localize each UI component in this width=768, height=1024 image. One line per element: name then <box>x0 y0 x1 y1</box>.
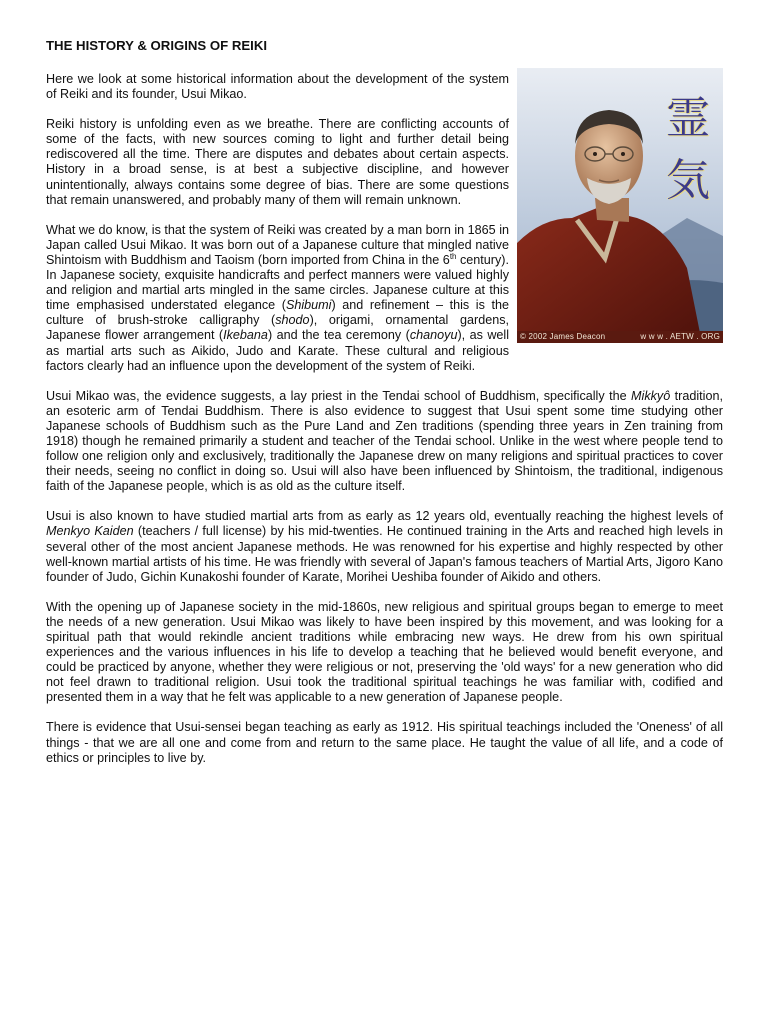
paragraph-intro: Here we look at some historical information about the development of the system of Reiki and its founder, Usui Mikao. <box>46 72 509 102</box>
paragraph-history-unfolding: Reiki history is unfolding even as we breathe. There are conflicting accounts of some of the facts, with new sources coming to light and further detail being rediscovered all the time. There are disputes and debates about certain aspects. History in a broad sense, is at best a subjective discipline, and however unintentionally, always contains some degree of bias. There are some questions that remain unanswered, and probably many of them will remain unknown. <box>46 117 509 207</box>
paragraph-teaching: There is evidence that Usui-sensei began teaching as early as 1912. His spiritual teachings included the 'Oneness' of all things - that we are all one and come from and return to the same place. He taught the value of all life, and a code of ethics or principles to live by. <box>46 720 723 765</box>
paragraph-tendai <box>46 389 723 495</box>
text-run: ), origami, ornamental gardens, Japanese flower arrangement ( <box>46 313 509 343</box>
text-run: ), as well as martial arts such as Aikido, Judo and Karate. These cultural and religious factors clearly had an influence upon the development of the system of Reiki. <box>46 328 510 373</box>
italic-term: Mikkyô <box>631 388 671 403</box>
image-credit-copyright: © 2002 James Deacon <box>520 332 606 341</box>
paragraph-martial-arts <box>46 509 723 584</box>
superscript-th: th <box>449 251 457 261</box>
italic-term: Ikebana <box>223 328 268 343</box>
reiki-kanji <box>665 88 711 212</box>
italic-term: Shibumi <box>285 298 332 313</box>
kanji-ki: 気 <box>666 155 710 206</box>
text-run: tradition, an esoteric arm of Tendai Buddhism. There is also evidence to suggest that Usui spent some time studying other Japanese schools of Buddhism such as the Pure Land and Zen traditions (spending three years in Zen training from 1918) though he remained primarily a student and teacher of the Tendai school. Unlike in the west where people tend to follow one religion only and exclusively, traditionally the Japanese drew on many religions and spiritual practices to cover their needs, seeing no conflict in doing so. Usui will also have been influenced by Shintoism, the traditional, indigenous faith of the Japanese people, which is as old as the culture itself. <box>46 388 723 494</box>
text-run: What we do know, is that the system of Reiki was created by a man born in 1865 in Japan called Usui Mikao. It was born out of a Japanese culture that mingled native Shintoism with Buddhism and Taoism (born imported from China in the 6 <box>46 222 509 267</box>
text-run: century). In Japanese society, exquisite handicrafts and perfect manners were valued highly and religion and martial arts mingled in the same circles. Japanese culture at this time emphasised understated elegance ( <box>46 252 509 313</box>
text-run: (teachers / full license) by his mid-twenties. He continued training in the Arts and reached high levels in several other of the most ancient Japanese methods. He was renowned for his expertise and highly respected by other well-known martial artists of his time. He was friendly with several of Japan's famous teachers of Martial Arts, Jigoro Kano founder of Judo, Gichin Kunakoshi founder of Karate, Morihei Ueshiba founder of Aikido and others. <box>46 524 723 584</box>
text-run: Usui Mikao was, the evidence suggests, a lay priest in the Tendai school of Buddhism, specifically the <box>46 388 632 403</box>
image-credit <box>517 331 723 343</box>
usui-portrait-image <box>517 68 723 343</box>
italic-term: Menkyo Kaiden <box>46 524 134 539</box>
document-title: THE HISTORY & ORIGINS OF REIKI <box>46 38 268 53</box>
kanji-rei: 霊 <box>666 93 710 144</box>
italic-term: chanoyu <box>409 328 458 343</box>
document-page <box>46 38 723 781</box>
text-run: Usui is also known to have studied martial arts from as early as 12 years old, eventually reaching the highest levels of <box>46 509 723 524</box>
paragraph-new-generation: With the opening up of Japanese society in the mid-1860s, new religious and spiritual groups began to emerge to meet the needs of a new generation. Usui Mikao was likely to have been inspired by this movement, and was looking for a spiritual path that would rekindle ancient traditions while embracing new ways. He drew from his own spiritual experiences and the various influences in his life to develop a teaching that he believed would benefit everyone, and could be practiced by anyone, whether they were religious or not, preserving the 'old ways' for a new generation who did not feel drawn to traditional religion. Usui took the traditional spiritual teachings he was familiar with, codified and presented them in a way that he felt was applicable to a new generation of Japanese people. <box>46 599 723 705</box>
image-credit-website: w w w . AETW . ORG <box>640 332 720 341</box>
italic-term: shodo <box>275 313 310 328</box>
text-run: ) and refinement – this is the culture of brush-stroke calligraphy ( <box>46 298 509 328</box>
text-run: ) and the tea ceremony ( <box>267 328 410 343</box>
